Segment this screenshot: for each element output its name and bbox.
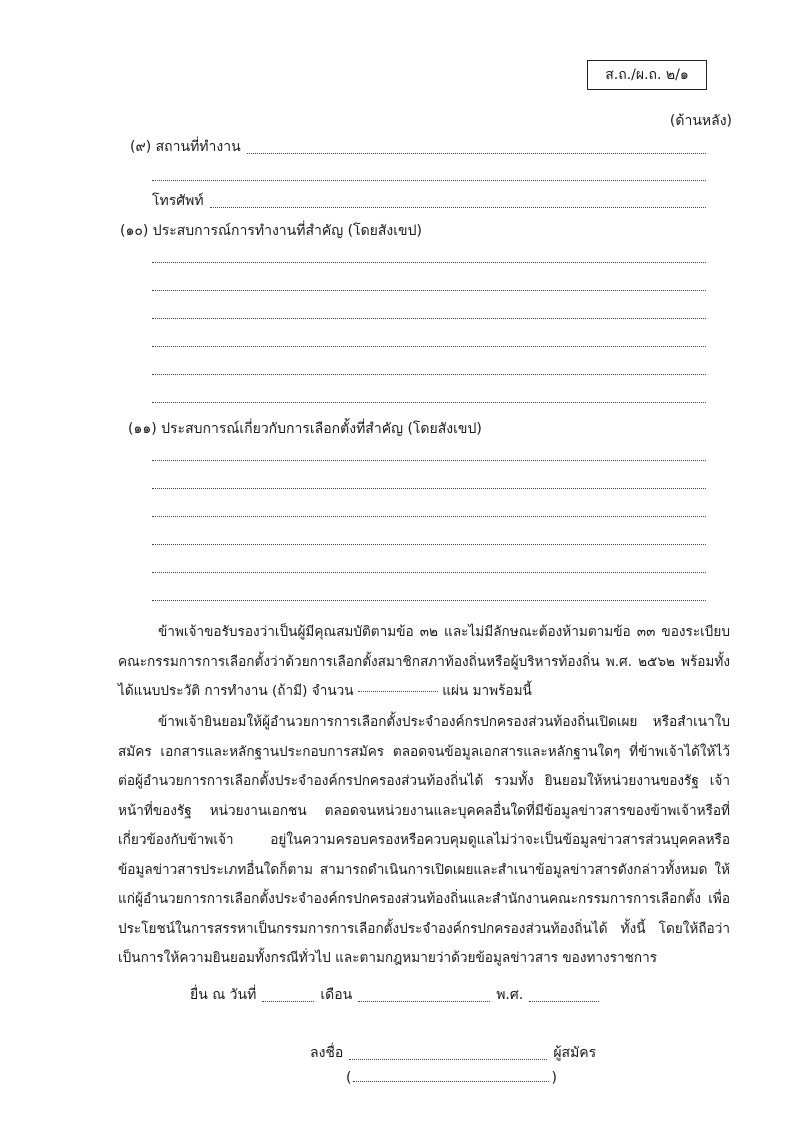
submit-year-field[interactable] (529, 1000, 599, 1002)
certification-paragraph (118, 618, 730, 707)
signature-row (310, 1042, 596, 1064)
signature-field[interactable] (349, 1058, 547, 1060)
form-code-box: ส.ถ./ผ.ถ. ๒/๑ (587, 60, 707, 90)
printed-name-row (346, 1070, 557, 1086)
phone-row (152, 190, 706, 212)
printed-name-open-paren: ( (346, 1070, 352, 1086)
work-experience-line[interactable] (152, 318, 706, 319)
phone-label: โทรศัพท์ (152, 193, 204, 209)
certification-text: ข้าพเจ้าขอรับรองว่าเป็นผู้มีคุณสมบัติตามข้อ ๓๒ และไม่มีลักษณะต้องห้ามตามข้อ ๓๓ ของระเบียบคณะกรรมการการเลือกตั้งว่าด้วยการเลือกตั้งสมาชิกสภาท้องถิ่นหรือผู้บริหารท้องถิ่น พ.ศ. ๒๕๖๒ พร้อมทั้งได้แนบประวัติ การทำงาน (ถ้ามี) จำนวน (118, 624, 730, 699)
printed-name-field[interactable] (353, 1080, 549, 1082)
work-experience-line[interactable] (152, 374, 706, 375)
submit-date-label: ยื่น ณ วันที่ (190, 987, 257, 1003)
election-experience-line[interactable] (152, 544, 706, 545)
sign-label: ลงชื่อ (310, 1045, 344, 1061)
workplace-field-line-2[interactable] (152, 180, 706, 181)
submit-month-label: เดือน (320, 987, 353, 1003)
work-experience-line[interactable] (152, 290, 706, 291)
election-experience-heading: (๑๑) ประสบการณ์เกี่ยวกับการเลือกตั้งที่สำคัญ (โดยสังเขป) (128, 421, 482, 437)
submit-month-field[interactable] (358, 1000, 490, 1002)
election-experience-line[interactable] (152, 488, 706, 489)
printed-name-close-paren: ) (551, 1070, 557, 1086)
work-experience-line[interactable] (152, 262, 706, 263)
submission-date-row (190, 984, 605, 1006)
work-experience-line[interactable] (152, 402, 706, 403)
election-experience-line[interactable] (152, 600, 706, 601)
election-experience-line[interactable] (152, 460, 706, 461)
phone-field[interactable] (210, 206, 706, 208)
submit-day-field[interactable] (262, 1000, 314, 1002)
work-experience-line[interactable] (152, 346, 706, 347)
workplace-row (130, 136, 706, 158)
election-experience-line[interactable] (152, 572, 706, 573)
election-experience-line[interactable] (152, 516, 706, 517)
consent-paragraph (118, 708, 730, 974)
applicant-role-label: ผู้สมัคร (553, 1045, 597, 1061)
work-experience-heading: (๑๐) ประสบการณ์การทำงานที่สำคัญ (โดยสังเขป) (120, 223, 422, 239)
consent-text: ข้าพเจ้ายินยอมให้ผู้อำนวยการการเลือกตั้งประจำองค์กรปกครองส่วนท้องถิ่นเปิดเผย หรือสำเนาใบสมัคร เอกสารและหลักฐานประกอบการสมัคร ตลอดจนข้อมูลเอกสารและหลักฐานใดๆ ที่ข้าพเจ้าได้ให้ไว้ต่อผู้อำนวยการการเลือกตั้งประจำองค์กรปกครองส่วนท้องถิ่นได้ รวมทั้ง ยินยอมให้หน่วยงานของรัฐ เจ้าหน้าที่ของรัฐ หน่วยงานเอกชน ตลอดจนหน่วยงานและบุคคลอื่นใดที่มีข้อมูลข่าวสารของข้าพเจ้าหรือที่เกี่ยวข้องกับข้าพเจ้า อยู่ในความครอบครองหรือควบคุมดูแลไม่ว่าจะเป็นข้อมูลข่าวสารส่วนบุคคลหรือข้อมูลข่าวสารประเภทอื่นใดก็ตาม สามารถดำเนินการเปิดเผยและสำเนาข้อมูลข่าวสารดังกล่าวทั้งหมด ให้แก่ผู้อำนวยการการเลือกตั้งประจำองค์กรปกครองส่วนท้องถิ่นและสำนักงานคณะกรรมการการเลือกตั้ง เพื่อประโยชน์ในการสรรหาเป็นกรรมการการเลือกตั้งประจำองค์กรปกครองส่วนท้องถิ่นได้ ทั้งนี้ โดยให้ถือว่าเป็นการให้ความยินยอมทั้งกรณีทั่วไป และตามกฎหมายว่าด้วยข้อมูลข่าวสาร ของทางราชการ (118, 714, 730, 966)
certification-text-end: แผ่น มาพร้อมนี้ (442, 683, 532, 699)
back-side-label: (ด้านหลัง) (669, 113, 732, 129)
submit-year-label: พ.ศ. (496, 987, 524, 1003)
workplace-field[interactable] (247, 152, 706, 154)
attachment-count-field[interactable] (358, 690, 438, 692)
workplace-label: (๙) สถานที่ทำงาน (130, 139, 241, 155)
